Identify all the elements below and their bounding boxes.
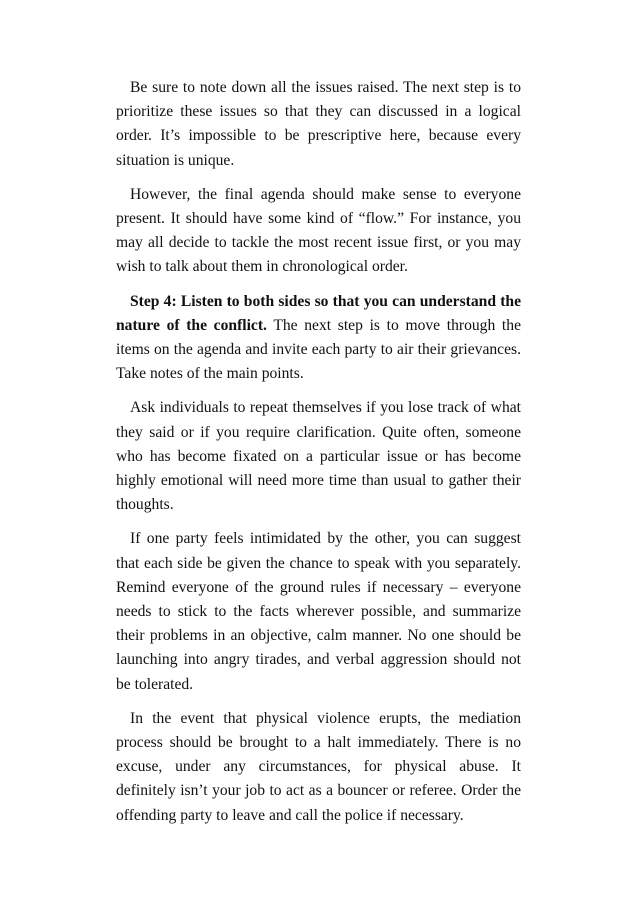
step-4-body: The next step is to move through the items on the agenda and invite each party to air their grievances. Take notes of the main points.	[116, 316, 521, 383]
document-page	[116, 76, 521, 828]
paragraph-note-issues: Be sure to note down all the issues raised. The next step is to prioritize these issues so that they can discussed in a logical order. It’s impossible to be prescriptive here, because every situation is unique.	[116, 79, 521, 169]
paragraph-agenda-flow: However, the final agenda should make sense to everyone present. It should have some kind of “flow.” For instance, you may all decide to tackle the most recent issue first, or you may wish to talk about them in chronological order.	[116, 185, 521, 276]
paragraph-step-4	[116, 290, 521, 387]
paragraph-intimidation: If one party feels intimidated by the other, you can suggest that each side be given the chance to speak with you separately. Remind everyone of the ground rules if necessary – everyone needs to stick to the facts wherever possible, and summarize their problems in an objective, calm manner. No one should be launching into angry tirades, and verbal aggression should not be tolerated.	[116, 530, 521, 693]
step-4-heading: Step 4: Listen to both sides so that you can understand the nature of the conflict.	[116, 292, 521, 334]
paragraph-clarification: Ask individuals to repeat themselves if you lose track of what they said or if you require clarification. Quite often, someone who has become fixated on a particular issue or has become highly emotional will need more time than usual to gather their thoughts.	[116, 399, 521, 514]
paragraph-physical-violence: In the event that physical violence erupts, the mediation process should be brought to a halt immediately. There is no excuse, under any circumstances, for physical abuse. It definitely isn’t your job to act as a bouncer or referee. Order the offending party to leave and call the police if necessary.	[116, 709, 521, 824]
